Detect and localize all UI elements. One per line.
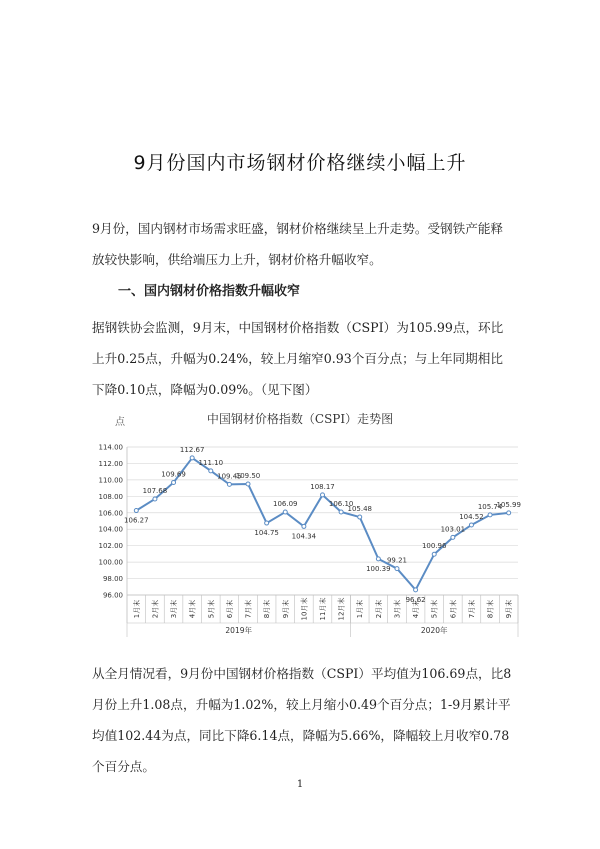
x-tick-label: 5月末 — [430, 599, 439, 619]
data-point — [488, 513, 492, 517]
data-label: 109.50 — [235, 472, 261, 480]
x-tick-label: 5月末 — [207, 599, 216, 619]
x-tick-label: 9月末 — [505, 599, 514, 619]
data-point — [246, 482, 250, 486]
data-label: 105.74 — [477, 502, 503, 511]
series-line — [136, 458, 508, 590]
data-label: 99.21 — [386, 556, 407, 565]
data-point — [451, 535, 455, 539]
data-point — [358, 515, 362, 519]
y-tick-label: 106.00 — [98, 509, 123, 518]
data-label: 103.01 — [440, 525, 466, 534]
x-tick-label: 12月末 — [337, 597, 346, 621]
data-point — [190, 456, 194, 460]
x-tick-label: 11月末 — [319, 597, 327, 621]
y-tick-label: 102.00 — [98, 542, 123, 551]
index-paragraph: 据钢铁协会监测，9月末，中国钢材价格指数（CSPI）为105.99点，环比上升0.25点，升幅为0.24%，较上月缩窄0.93个百分点；与上年同期相比下降0.10点，降幅为0.09%。（见下图） — [92, 320, 504, 397]
x-tick-label: 6月末 — [225, 599, 234, 619]
chart-title: 中国钢材价格指数（CSPI）走势图 — [206, 412, 394, 426]
data-label: 111.10 — [198, 458, 224, 467]
data-label: 100.39 — [366, 564, 391, 573]
x-tick-label: 10月末 — [300, 597, 309, 621]
x-tick-label: 3月末 — [393, 599, 402, 619]
y-tick-label: 98.00 — [102, 575, 123, 584]
data-label: 106.09 — [273, 500, 298, 509]
data-label: 105.48 — [347, 505, 372, 514]
data-point — [172, 480, 176, 484]
data-point — [339, 510, 343, 514]
y-tick-label: 112.00 — [98, 459, 123, 468]
summary-paragraph: 从全月情况看，9月份中国钢材价格指数（CSPI）平均值为106.69点，比8月份上升1.08点，升幅为1.02%，较上月缩小0.49个百分点；1-9月累计平均值102.44为点，同比下降6.14点，降幅为5.66%，降幅较上月收窄0.78个百分点。 — [92, 666, 512, 774]
data-label: 100.96 — [421, 542, 447, 551]
x-tick-label: 8月末 — [263, 599, 272, 619]
y-tick-label: 108.00 — [98, 492, 123, 501]
data-label: 106.27 — [124, 516, 149, 525]
data-label: 105.99 — [496, 500, 521, 509]
data-label: 109.45 — [217, 472, 242, 481]
x-tick-label: 2月末 — [374, 599, 383, 619]
y-tick-label: 104.00 — [98, 525, 123, 534]
data-label: 109.69 — [161, 470, 186, 479]
data-label: 112.67 — [179, 445, 205, 454]
x-tick-label: 8月末 — [486, 599, 495, 619]
y-tick-label: 114.00 — [98, 443, 123, 452]
data-point — [134, 509, 138, 513]
y-tick-label: 100.00 — [98, 558, 123, 567]
data-point — [395, 567, 399, 571]
data-point — [321, 493, 325, 497]
x-tick-label: 9月末 — [281, 599, 290, 619]
data-point — [265, 521, 269, 525]
data-point — [432, 552, 436, 556]
data-point — [209, 469, 213, 473]
x-tick-label: 6月末 — [449, 599, 458, 619]
data-point — [227, 482, 231, 486]
data-label: 96.62 — [405, 595, 426, 604]
x-tick-label: 7月末 — [244, 599, 253, 619]
data-point — [153, 497, 157, 501]
data-point — [469, 523, 473, 527]
intro-paragraph: 9月份，国内钢材市场需求旺盛，钢材价格继续呈上升走势。受钢铁产能释放较快影响，供给端压力上升，钢材价格升幅收窄。 — [92, 221, 504, 267]
chart-unit-label: 点 — [115, 417, 125, 428]
page-title: 9月份国内市场钢材价格继续小幅上升 — [133, 152, 467, 174]
page-number: 1 — [296, 779, 304, 790]
data-label: 106.10 — [328, 499, 354, 508]
x-tick-label: 2月末 — [151, 599, 160, 619]
data-label: 104.34 — [291, 532, 317, 541]
data-point — [507, 511, 511, 515]
section-heading: 一、国内钢材价格指数升幅收窄 — [118, 284, 301, 299]
data-label: 104.75 — [254, 529, 279, 538]
data-label: 104.52 — [459, 512, 484, 521]
y-tick-label: 110.00 — [98, 476, 123, 485]
x-tick-label: 4月末 — [188, 599, 197, 619]
x-tick-label: 1月末 — [356, 599, 365, 619]
group-label: 2020年 — [420, 626, 448, 635]
data-point — [414, 588, 418, 592]
x-tick-label: 7月末 — [467, 599, 476, 619]
data-label: 107.68 — [142, 486, 168, 495]
data-point — [376, 557, 380, 561]
data-point — [302, 524, 306, 528]
x-tick-label: 1月末 — [132, 599, 141, 619]
data-point — [283, 510, 287, 514]
data-label: 108.17 — [310, 482, 335, 491]
group-label: 2019年 — [225, 626, 253, 635]
x-tick-label: 3月末 — [170, 599, 179, 619]
x-tick-label: 4月末 — [412, 599, 421, 619]
y-tick-label: 96.00 — [102, 591, 123, 600]
